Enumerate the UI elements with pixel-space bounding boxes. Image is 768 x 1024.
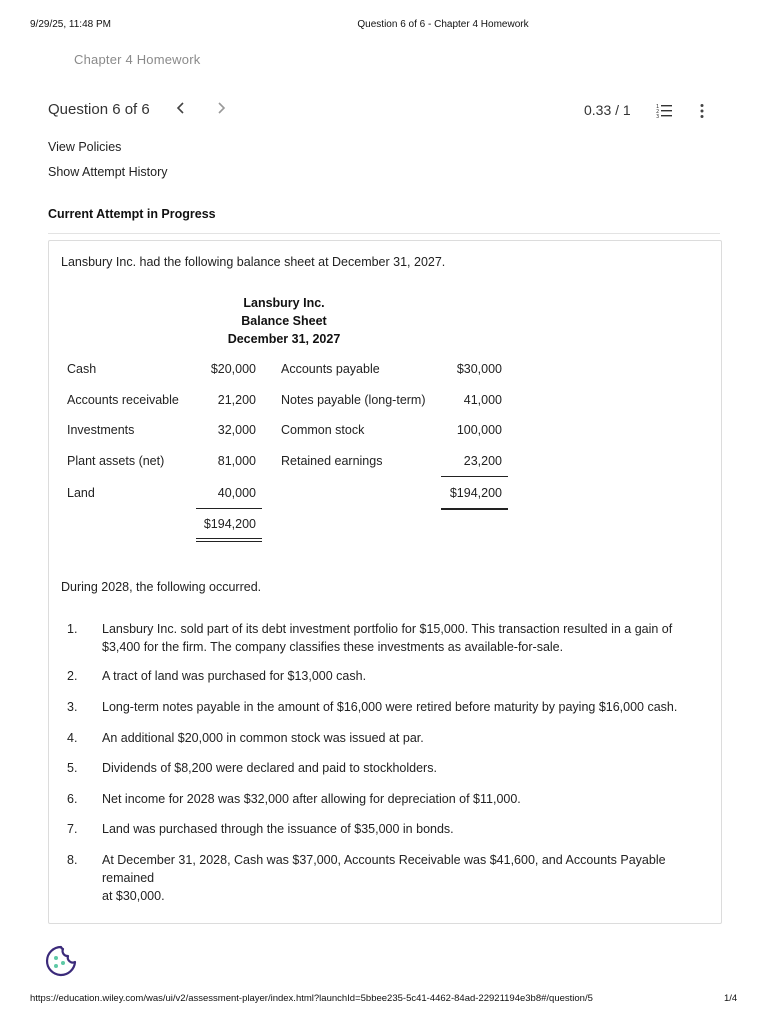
problem-intro: Lansbury Inc. had the following balance sheet at December 31, 2027. (61, 255, 446, 269)
event-number: 7. (67, 822, 78, 836)
event-text: An additional $20,000 in common stock was issued at par. (102, 731, 424, 745)
asset-label: Plant assets (net) (67, 454, 165, 468)
asset-label: Land (67, 486, 95, 500)
event-text-line: Lansbury Inc. sold part of its debt investment portfolio for $15,000. This transaction resulted in a gain of (102, 622, 673, 636)
svg-text:2: 2 (656, 109, 660, 115)
liabilities-total-rule (441, 508, 508, 510)
assets-total-double-rule (196, 538, 262, 542)
assets-subtotal-rule (196, 508, 262, 509)
assets-total: $194,200 (203, 517, 256, 531)
balance-sheet-company: Lansbury Inc. (243, 296, 325, 310)
asset-label: Accounts receivable (67, 393, 179, 407)
question-list-button[interactable] (656, 103, 672, 124)
assistant-button[interactable] (44, 944, 78, 983)
event-number: 4. (67, 731, 78, 745)
event-number: 6. (67, 792, 78, 806)
question-score: 0.33 / 1 (584, 102, 631, 118)
liability-equity-value: 41,000 (463, 393, 502, 407)
svg-text:3: 3 (656, 114, 660, 119)
event-number: 3. (67, 700, 78, 714)
event-text-line: at $30,000. (102, 889, 165, 903)
event-number: 8. (67, 853, 78, 867)
liability-equity-value: $30,000 (456, 362, 502, 376)
liability-equity-label: Retained earnings (281, 454, 383, 468)
liability-equity-label: Accounts payable (281, 362, 380, 376)
asset-value: $20,000 (210, 362, 256, 376)
balance-sheet-date: December 31, 2027 (227, 332, 341, 346)
course-title: Chapter 4 Homework (74, 52, 201, 67)
asset-value: 32,000 (217, 423, 256, 437)
more-options-button[interactable] (699, 103, 705, 124)
question-counter: Question 6 of 6 (48, 101, 150, 118)
asset-label: Investments (67, 423, 135, 437)
events-intro: During 2028, the following occurred. (61, 580, 262, 594)
section-divider (48, 233, 720, 234)
event-text-line: At December 31, 2028, Cash was $37,000, Accounts Receivable was $41,600, and Accounts Payable remained (102, 853, 666, 885)
print-footer-url: https://education.wiley.com/was/ui/v2/assessment-player/index.html?launchId=5bbee235-5c41-4462-84ad-22921194e3b8#/question/5 (30, 993, 593, 1004)
print-footer-page: 1/4 (724, 993, 738, 1004)
event-number: 2. (67, 669, 78, 683)
event-text (102, 851, 702, 905)
liabilities-equity-total: $194,200 (449, 486, 502, 500)
more-vertical-icon (699, 103, 705, 119)
event-text: Land was purchased through the issuance of $35,000 in bonds. (102, 822, 454, 836)
event-text: A tract of land was purchased for $13,000 cash. (102, 669, 367, 683)
previous-question-button[interactable] (176, 101, 186, 120)
question-list-icon (656, 103, 672, 119)
balance-sheet-title: Balance Sheet (241, 314, 327, 328)
next-question-button[interactable] (216, 101, 226, 120)
event-text: Net income for 2028 was $32,000 after allowing for depreciation of $11,000. (102, 792, 521, 806)
chevron-left-icon (176, 101, 186, 115)
print-datetime: 9/29/25, 11:48 PM (30, 19, 111, 30)
svg-text:1: 1 (656, 104, 660, 110)
event-number: 5. (67, 761, 78, 775)
event-text: Long-term notes payable in the amount of $16,000 were retired before maturity by paying $16,000 cash. (102, 700, 678, 714)
asset-value: 81,000 (217, 454, 256, 468)
asset-value: 21,200 (217, 393, 256, 407)
show-attempt-history-link[interactable]: Show Attempt History (48, 165, 168, 179)
chevron-right-icon (216, 101, 226, 115)
event-number: 1. (67, 622, 78, 636)
print-title: Question 6 of 6 - Chapter 4 Homework (357, 19, 529, 30)
liability-equity-label: Notes payable (long-term) (281, 393, 426, 407)
event-text-line: $3,400 for the firm. The company classifies these investments as available-for-sale. (102, 640, 564, 654)
current-attempt-heading: Current Attempt in Progress (48, 207, 216, 221)
liability-equity-label: Common stock (281, 423, 365, 437)
asset-value: 40,000 (217, 486, 256, 500)
event-text (102, 620, 702, 656)
cookie-icon (44, 944, 78, 978)
liability-equity-value: 100,000 (456, 423, 502, 437)
liabilities-subtotal-rule (441, 476, 508, 477)
asset-label: Cash (67, 362, 97, 376)
view-policies-link[interactable]: View Policies (48, 140, 122, 154)
liability-equity-value: 23,200 (463, 454, 502, 468)
event-text: Dividends of $8,200 were declared and paid to stockholders. (102, 761, 437, 775)
